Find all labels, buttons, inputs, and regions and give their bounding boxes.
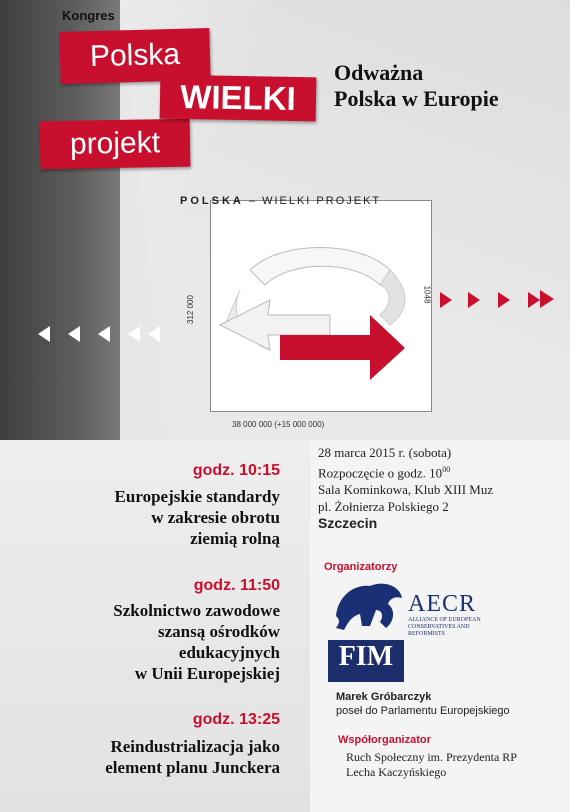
event-city: Szczecin <box>318 515 378 532</box>
organizers-label: Organizatorzy <box>324 561 398 573</box>
event-venue: Sala Kominkowa, Klub XIII Muz <box>318 482 494 498</box>
session-2-topic: Szkolnictwo zawodowe szansą ośrodków edukacyjnych w Unii Europejskiej <box>113 601 280 683</box>
headline-line-1: Odważna <box>334 60 424 85</box>
co-organizer-label: Współorganizator <box>338 734 431 746</box>
event-date: 28 marca 2015 r. (sobota) <box>318 445 452 460</box>
event-address: pl. Żołnierza Polskiego 2 <box>318 499 449 515</box>
session-1-time: godz. 10:15 <box>192 462 280 479</box>
session-3-time: godz. 13:25 <box>192 711 280 728</box>
organizer-person-name: Marek Gróbarczyk <box>336 691 432 703</box>
chevrons-right <box>438 288 558 312</box>
fim-logo-strip <box>328 674 404 682</box>
lion-logo-icon <box>330 576 406 636</box>
headline-line-2: Polska w Europie <box>334 86 499 111</box>
headline <box>334 60 499 112</box>
event-start: Rozpoczęcie o godz. $10^{00}$ <box>318 465 451 481</box>
logo-dimension-right: 1048 <box>422 285 432 304</box>
fim-logo: FIM <box>328 640 404 674</box>
session-3-topic: Reindustrializacja jako element planu Junckera <box>105 737 280 777</box>
arrows-graphic <box>210 230 430 400</box>
session-2-time: godz. 11:50 <box>193 577 280 594</box>
chevrons-left <box>36 322 166 346</box>
logo-dimension-bottom: 38 000 000 (+15 000 000) <box>232 420 325 429</box>
kongres-label: Kongres <box>62 8 115 23</box>
tag-wielki: WIELKI <box>160 75 317 122</box>
event-info <box>318 444 493 532</box>
organizer-person <box>336 690 510 718</box>
logo-dimension-left: 312 000 <box>185 295 195 324</box>
organizer-person-role: poseł do Parlamentu Europejskiego <box>336 705 510 717</box>
co-organizer-name: Ruch Społeczny im. Prezydenta RP Lecha Kaczyńskiego <box>346 750 517 779</box>
session-1-topic: Europejskie standardy w zakresie obrotu ziemią rolną <box>114 487 280 548</box>
aecr-logo-icon <box>410 586 414 590</box>
tag-polska: Polska <box>59 28 210 84</box>
aecr-logo-text: AECR <box>408 591 477 617</box>
aecr-logo-subtitle: ALLIANCE OF EUROPEAN CONSERVATIVES AND REFORMISTS <box>408 617 481 637</box>
logo-title: POLSKA – WIELKI PROJEKT <box>180 195 382 207</box>
tag-projekt: projekt <box>40 119 191 170</box>
